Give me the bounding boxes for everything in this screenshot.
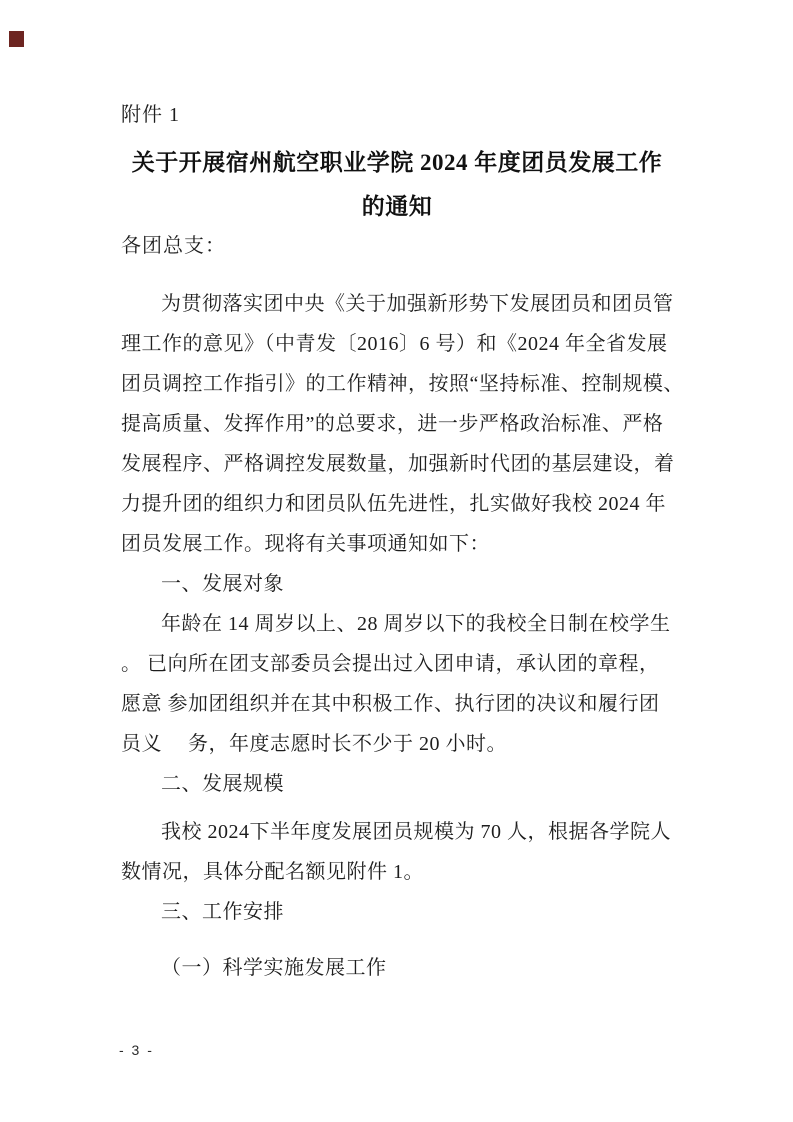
paragraph-line: 数情况，具体分配名额见附件 1。 xyxy=(121,861,424,883)
document-title-line-2: 的通知 xyxy=(361,194,433,219)
paragraph-line: 发展程序、严格调控发展数量，加强新时代团的基层建设，着 xyxy=(121,453,675,475)
attachment-label: 附件 1 xyxy=(121,104,180,126)
document-title-line-1: 关于开展宿州航空职业学院 2024 年度团员发展工作 xyxy=(131,150,663,175)
section-heading-3: 三、工作安排 xyxy=(161,901,284,923)
paragraph-2 xyxy=(121,604,673,764)
paragraph-1 xyxy=(121,284,684,564)
page-number: - 3 - xyxy=(119,1042,154,1058)
document-title xyxy=(121,141,673,229)
paragraph-line: 。 已向所在团支部委员会提出过入团申请，承认团的章程， xyxy=(121,653,660,675)
paragraph-line: 愿意 参加团组织并在其中积极工作、执行团的决议和履行团 xyxy=(121,693,660,715)
paragraph-line: 提高质量、发挥作用”的总要求，进一步严格政治标准、严格 xyxy=(121,413,664,435)
paragraph-line: 年龄在 14 周岁以上、28 周岁以下的我校全日制在校学生 xyxy=(161,613,671,635)
paragraph-line: 我校 2024下半年度发展团员规模为 70 人，根据各学院人 xyxy=(161,821,671,843)
paragraph-3 xyxy=(121,812,673,892)
paragraph-line: 理工作的意见》（中青发〔2016〕6 号）和《2024 年全省发展 xyxy=(121,333,668,355)
section-heading-2: 二、发展规模 xyxy=(161,773,284,795)
paragraph-line: 为贯彻落实团中央《关于加强新形势下发展团员和团员管 xyxy=(161,293,674,315)
paragraph-line: 团员发展工作。现将有关事项通知如下： xyxy=(121,533,490,555)
salutation: 各团总支： xyxy=(121,235,226,257)
paragraph-line: 团员调控工作指引》的工作精神，按照“坚持标准、控制规模、 xyxy=(121,373,684,395)
corner-mark xyxy=(9,31,24,47)
subsection-heading-1: （一）科学实施发展工作 xyxy=(161,957,387,979)
paragraph-line: 力提升团的组织力和团员队伍先进性，扎实做好我校 2024 年 xyxy=(121,493,666,515)
section-heading-1: 一、发展对象 xyxy=(161,573,284,595)
paragraph-line: 员义 务，年度志愿时长不少于 20 小时。 xyxy=(121,733,507,755)
